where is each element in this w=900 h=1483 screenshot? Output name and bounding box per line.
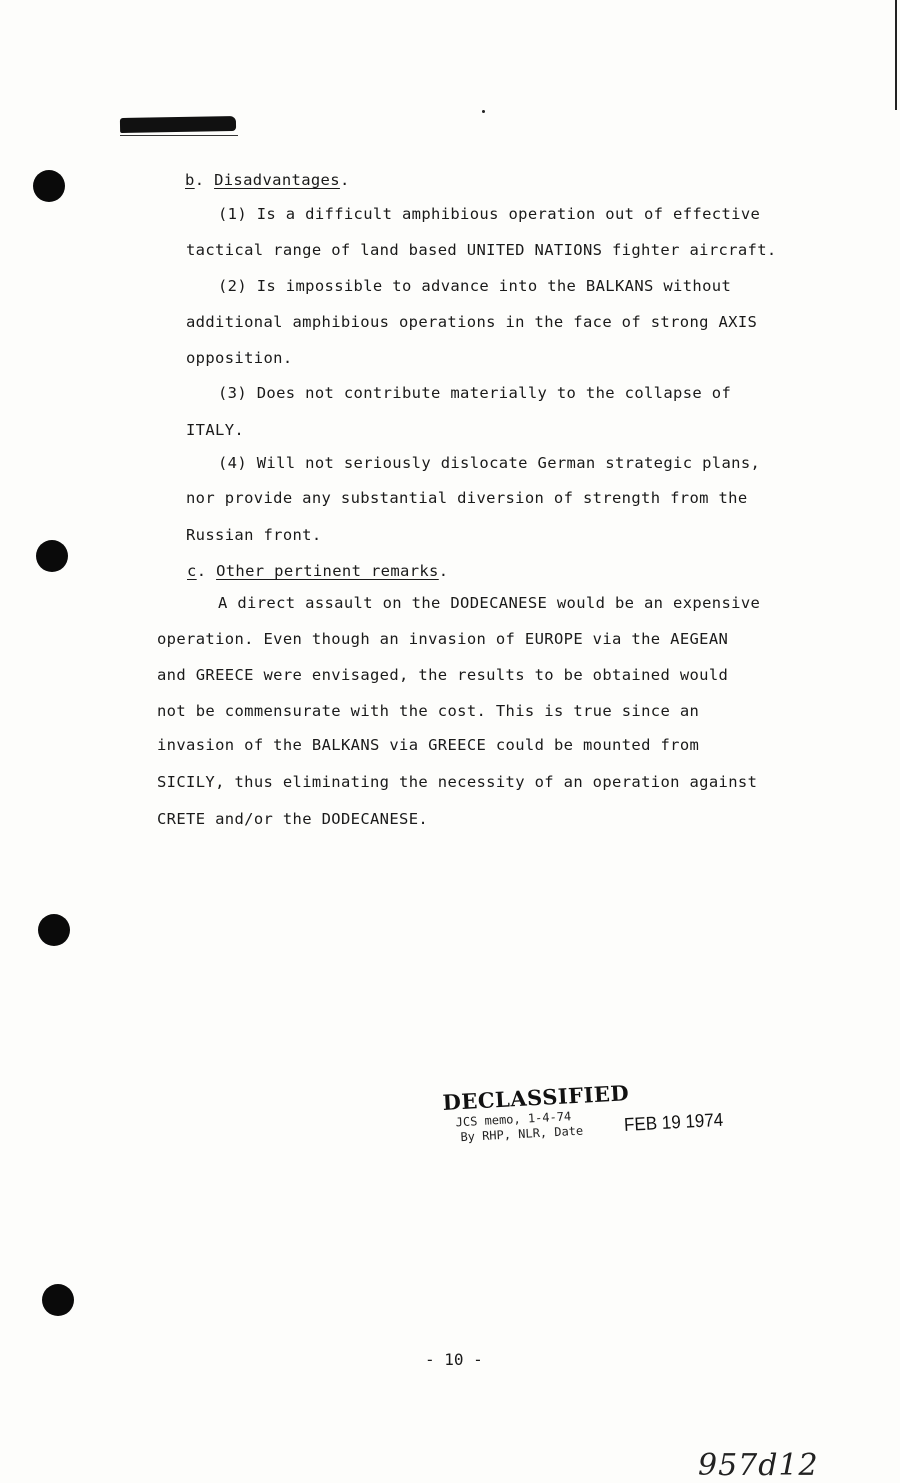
item-3-line-2: ITALY. bbox=[186, 421, 245, 439]
item-1-line-2: tactical range of land based UNITED NATIONS fighter aircraft. bbox=[186, 241, 777, 259]
remarks-line-5: invasion of the BALKANS via GREECE could be mounted from bbox=[157, 736, 700, 754]
item-4-text: Will not seriously dislocate German strategic plans, bbox=[256, 454, 761, 472]
section-b-label: b bbox=[185, 171, 195, 189]
section-c-heading: c. Other pertinent remarks. bbox=[187, 562, 449, 580]
item-3-line-1 bbox=[218, 384, 731, 402]
item-2-line-1 bbox=[218, 277, 731, 295]
item-4-number: (4) bbox=[218, 454, 248, 472]
section-c-label: c bbox=[187, 562, 197, 580]
item-1-number: (1) bbox=[218, 205, 248, 223]
item-4-line-1 bbox=[218, 454, 760, 472]
item-1-line-1 bbox=[218, 205, 760, 223]
item-1-text: Is a difficult amphibious operation out of effective bbox=[256, 205, 761, 223]
punch-hole bbox=[36, 540, 68, 572]
redaction-mark bbox=[120, 116, 236, 133]
scan-edge-line bbox=[895, 0, 897, 110]
section-c-title: Other pertinent remarks bbox=[216, 562, 439, 580]
item-3-text: Does not contribute materially to the collapse of bbox=[256, 384, 732, 402]
page-number: - 10 - bbox=[425, 1350, 483, 1369]
remarks-line-2: operation. Even though an invasion of EUROPE via the AEGEAN bbox=[157, 630, 729, 648]
section-b-heading: b. Disadvantages. bbox=[185, 171, 350, 189]
item-2-number: (2) bbox=[218, 277, 248, 295]
remarks-line-7: CRETE and/or the DODECANESE. bbox=[157, 810, 429, 828]
remarks-line-1: A direct assault on the DODECANESE would be an expensive bbox=[218, 594, 761, 612]
item-2-text: Is impossible to advance into the BALKANS without bbox=[256, 277, 732, 295]
remarks-line-6: SICILY, thus eliminating the necessity of an operation against bbox=[157, 773, 758, 791]
punch-hole bbox=[38, 914, 70, 946]
item-3-number: (3) bbox=[218, 384, 248, 402]
item-2-line-3: opposition. bbox=[186, 349, 293, 367]
item-4-line-2: nor provide any substantial diversion of strength from the bbox=[186, 489, 748, 507]
punch-hole bbox=[33, 170, 65, 202]
redaction-underline bbox=[120, 135, 238, 136]
stamp-date: FEB 19 1974 bbox=[623, 1109, 724, 1136]
remarks-line-3: and GREECE were envisaged, the results to be obtained would bbox=[157, 666, 729, 684]
punch-hole bbox=[42, 1284, 74, 1316]
remarks-line-4: not be commensurate with the cost. This is true since an bbox=[157, 702, 700, 720]
declassified-stamp bbox=[442, 1073, 765, 1165]
stamp-authority: JCS memo, 1-4-74 bbox=[455, 1109, 572, 1130]
archive-handwritten-mark: 957d12 bbox=[698, 1448, 819, 1483]
stamp-title: DECLASSIFIED bbox=[442, 1080, 630, 1115]
item-2-line-2: additional amphibious operations in the face of strong AXIS bbox=[186, 313, 758, 331]
item-4-line-3: Russian front. bbox=[186, 526, 322, 544]
stray-dot bbox=[482, 110, 485, 113]
section-b-title: Disadvantages bbox=[214, 171, 340, 189]
stamp-by: By RHP, NLR, Date bbox=[460, 1123, 584, 1145]
